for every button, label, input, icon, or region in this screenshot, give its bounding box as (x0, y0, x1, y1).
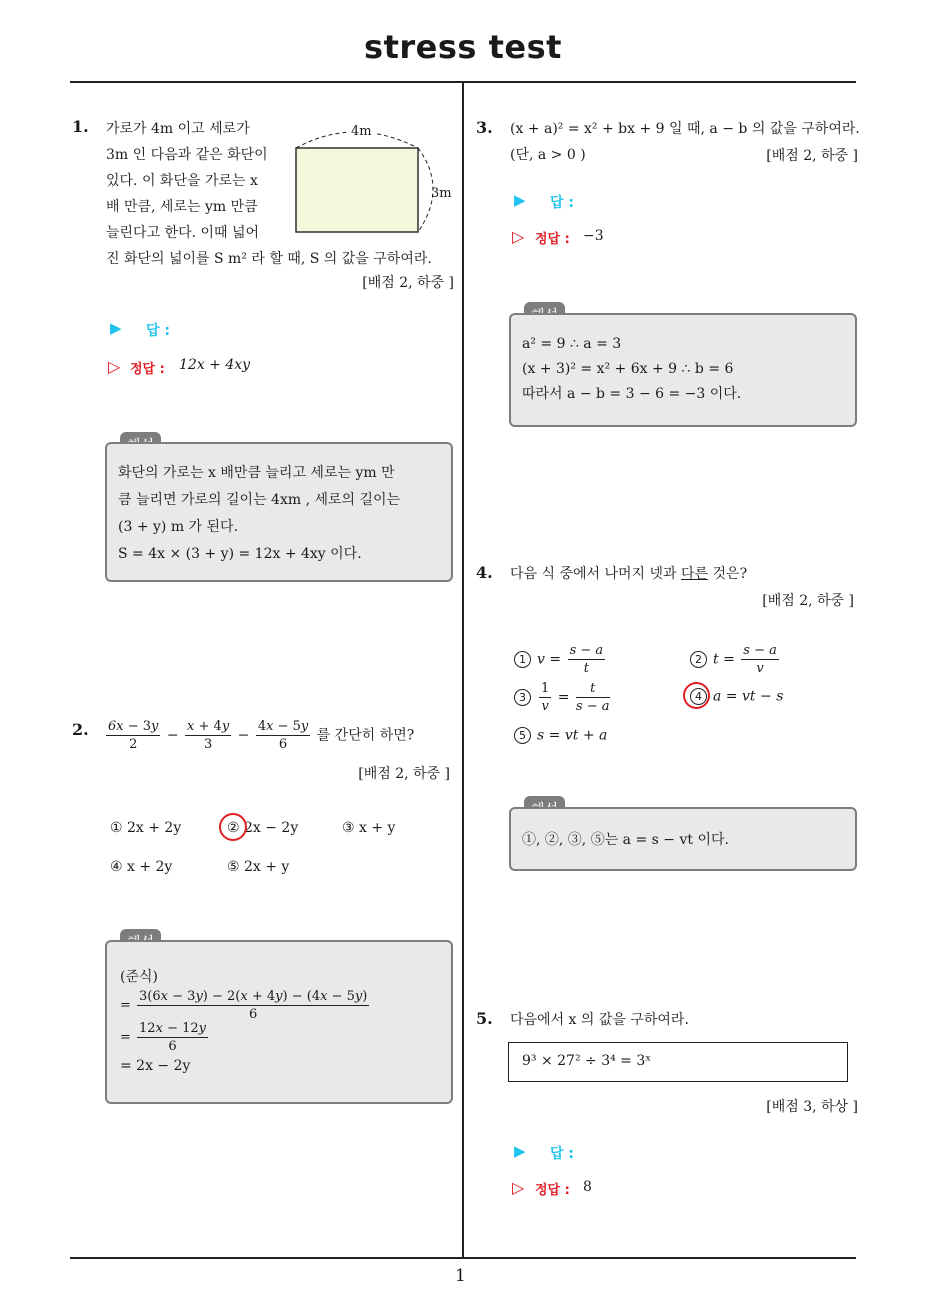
explanation-line: 화단의 가로는 x 배만큼 늘리고 세로는 ym 만 (118, 465, 395, 481)
equation: 9³ × 27² ÷ 3⁴ = 3ˣ (522, 1053, 652, 1069)
explanation-line: a² = 9 ∴ a = 3 (522, 336, 622, 352)
option-1[interactable]: 1 v = $\frac{s - a}{t}$ (514, 642, 607, 677)
explanation-line: 따라서 a − b = 3 − 6 = −3 이다. (522, 386, 742, 402)
explanation-line: 큼 늘리면 가로의 길이는 4xm , 세로의 길이는 (118, 492, 401, 508)
question-line: 배 만큼, 세로는 ym 만큼 (106, 199, 258, 215)
option-3[interactable]: 3 $\frac{1}{v}$ = $\frac{t}{s - a}$ (514, 680, 612, 715)
numerator: 3(6x − 3y) − 2(x + 4y) − (4x − 5y) (139, 989, 368, 1004)
question-text: (x + a)² = x² + bx + 9 일 때, a − b 의 값을 구하여라. (510, 121, 860, 137)
question-line: 있다. 이 화단을 가로는 x (106, 173, 258, 189)
explanation-text (522, 332, 741, 407)
option-2[interactable]: 2 t = $\frac{s - a}{v}$ (690, 642, 781, 677)
question-tail: 를 간단히 하면? (316, 727, 415, 744)
page-title: stress test (364, 28, 562, 66)
correct-label: 정답 : (535, 232, 570, 247)
option-5[interactable]: 5 s = vt + a (514, 727, 607, 744)
explanation-line: = 2x − 2y (120, 1058, 191, 1074)
explanation-step: = $\frac{12x - 12y}{6}$ (120, 1021, 206, 1054)
explanation-text (120, 966, 158, 986)
correct-triangle-icon: ▷ (512, 227, 525, 246)
option-2[interactable]: ② 2x − 2y (227, 820, 299, 836)
question-number: 5. (476, 1009, 493, 1028)
question-line: 진 화단의 넓이를 S m² 라 할 때, S 의 값을 구하여라. (106, 251, 432, 267)
option-5[interactable]: ⑤ 2x + y (227, 859, 290, 875)
underlined-word: 다른 (681, 566, 709, 582)
question-number: 3. (476, 118, 493, 137)
question-text (510, 561, 747, 587)
explanation-text (118, 460, 446, 568)
question-number: 4. (476, 563, 493, 582)
score-label: [배점 3, 하상 ] (766, 1099, 858, 1115)
question-text-part: 다음 식 중에서 나머지 넷과 (510, 566, 682, 582)
option-3[interactable]: ③ x + y (342, 820, 396, 836)
option-1[interactable]: ① 2x + 2y (110, 820, 182, 836)
explanation-line: (준식) (120, 969, 158, 985)
answer-label: 답 : (146, 323, 170, 339)
score-label: [배점 2, 하중 ] (358, 766, 450, 782)
answer-label: 답 : (550, 195, 574, 211)
question-line: 가로가 4m 이고 세로가 (106, 121, 250, 137)
answer-arrow-icon: ▶ (110, 319, 122, 337)
page-number: 1 (455, 1266, 466, 1286)
numerator: 12x − 12y (139, 1021, 206, 1036)
question-number: 2. (72, 720, 89, 739)
question-text (106, 116, 268, 246)
question-text: (단, a > 0 ) (510, 147, 586, 163)
width-label: 4m (348, 124, 375, 139)
option-4[interactable]: 4 a = vt − s (690, 688, 783, 705)
correct-answer: 12x + 4xy (179, 357, 251, 373)
answer-arrow-icon: ▶ (514, 1142, 526, 1160)
garden-figure (290, 118, 460, 238)
score-label: [배점 2, 하중 ] (362, 275, 454, 291)
explanation-step: = $\frac{3(6x - 3y) - 2(x + 4y) - (4x - 5y)}{6}$ (120, 989, 368, 1022)
question-number: 1. (72, 117, 89, 136)
denominator: 6 (168, 1039, 177, 1054)
score-label: [배점 2, 하중 ] (762, 593, 854, 609)
selected-mark (219, 813, 247, 841)
denominator: 6 (249, 1007, 258, 1022)
height-label: 3m (431, 186, 452, 201)
question-text-part: 것은? (708, 566, 748, 582)
question-line: 3m 인 다음과 같은 화단이 (106, 147, 268, 163)
footer-rule (70, 1257, 856, 1259)
answer-arrow-icon: ▶ (514, 191, 526, 209)
correct-answer: 8 (583, 1179, 592, 1195)
option-4[interactable]: ④ x + 2y (110, 859, 173, 875)
question-text: 다음에서 x 의 값을 구하여라. (510, 1012, 689, 1028)
question-line: 늘린다고 한다. 이때 넓어 (106, 225, 260, 241)
explanation-line: (3 + y) m 가 된다. (118, 519, 239, 535)
score-label: [배점 2, 하중 ] (766, 148, 858, 164)
selected-mark (683, 682, 710, 709)
correct-label: 정답 : (130, 362, 165, 377)
column-divider (462, 82, 464, 1258)
correct-triangle-icon: ▷ (512, 1178, 525, 1197)
answer-label: 답 : (550, 1146, 574, 1162)
explanation-line: ①, ②, ③, ⑤는 a = s − vt 이다. (522, 832, 729, 848)
explanation-line: (x + 3)² = x² + 6x + 9 ∴ b = 6 (522, 361, 734, 377)
explanation-line: S = 4x × (3 + y) = 12x + 4xy 이다. (118, 546, 362, 562)
question-expression: $\frac{6x - 3y}{2}$ − $\frac{x + 4y}{3}$ − $\frac{4x - 5y}{6}$ 를 간단히 하면? (108, 719, 415, 752)
correct-answer: −3 (583, 228, 604, 244)
correct-label: 정답 : (535, 1183, 570, 1198)
correct-triangle-icon: ▷ (108, 357, 121, 376)
